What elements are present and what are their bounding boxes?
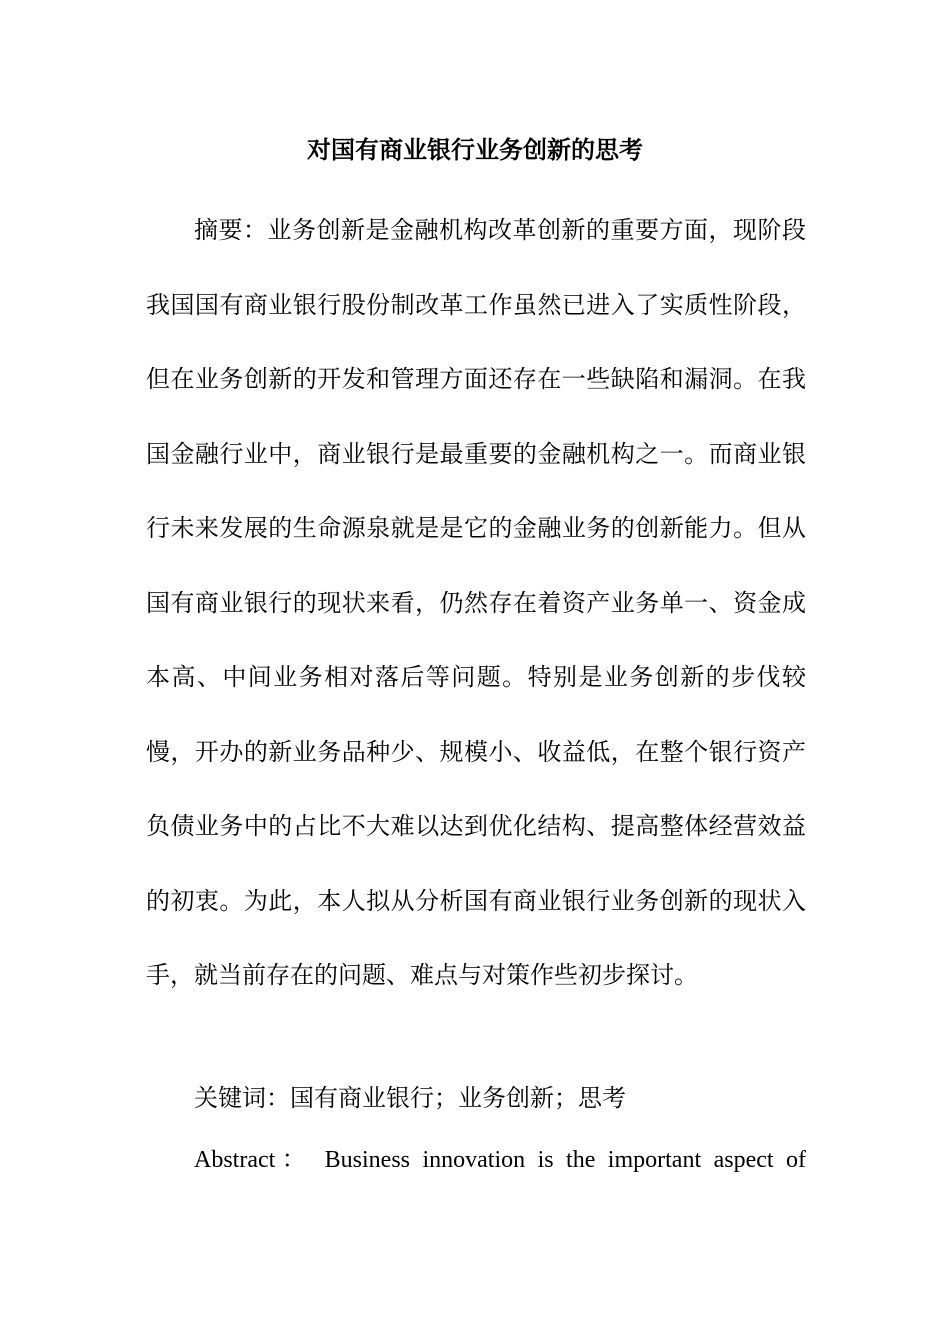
english-abstract-paragraph: Abstract： Business innovation is the important aspect of bbox=[194, 1147, 806, 1173]
keywords-line: 关键词：国有商业银行；业务创新；思考 bbox=[194, 1084, 626, 1112]
chinese-abstract-paragraph: 摘要：业务创新是金融机构改革创新的重要方面，现阶段我国国有商业银行股份制改革工作虽然已进入了实质性阶段，但在业务创新的开发和管理方面还存在一些缺陷和漏洞。在我国金融行业中，商业银行是最重要的金融机构之一。而商业银行未来发展的生命源泉就是是它的金融业务的创新能力。但从国有商业银行的现状来看，仍然存在着资产业务单一、资金成本高、中间业务相对落后等问题。特别是业务创新的步伐较慢，开办的新业务品种少、规模小、收益低，在整个银行资产负债业务中的占比不大难以达到优化结构、提高整体经营效益的初衷。为此，本人拟从分析国有商业银行业务创新的现状入手，就当前存在的问题、难点与对策作些初步探讨。 bbox=[146, 216, 806, 989]
document-title: 对国有商业银行业务创新的思考 bbox=[307, 136, 643, 164]
